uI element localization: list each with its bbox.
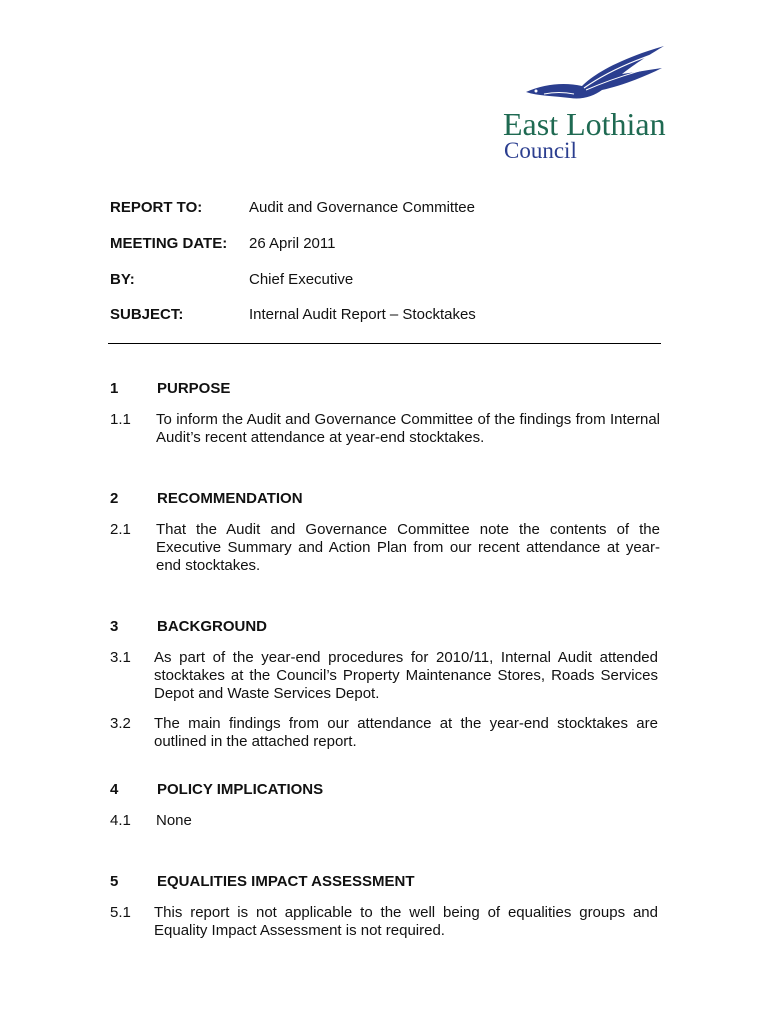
paragraph-number: 1.1	[110, 411, 131, 428]
header-key: SUBJECT:	[110, 306, 184, 323]
header-divider	[108, 343, 661, 344]
section-number: 4	[110, 781, 119, 798]
header-value: Chief Executive	[249, 271, 354, 288]
paragraph-text: None	[156, 812, 192, 829]
section-title-equalities-impact-assessment: EQUALITIES IMPACT ASSESSMENT	[157, 873, 415, 890]
section-number: 1	[110, 380, 119, 397]
header-value: Internal Audit Report – Stocktakes	[249, 306, 476, 323]
logo-text-council: Council	[504, 138, 577, 163]
paragraph-number: 3.1	[110, 649, 131, 666]
paragraph-number: 3.2	[110, 715, 131, 732]
header-key: BY:	[110, 271, 135, 288]
section-number: 3	[110, 618, 119, 635]
council-logo	[500, 44, 730, 164]
paragraph-number: 4.1	[110, 812, 131, 829]
section-title-policy-implications: POLICY IMPLICATIONS	[157, 781, 324, 798]
section-title-recommendation: RECOMMENDATION	[157, 490, 303, 507]
header-key: REPORT TO:	[110, 199, 203, 216]
header-value: 26 April 2011	[249, 235, 336, 252]
paragraph-text: That the Audit and Governance Committee note the contents of the Executive Summary and Action Plan from our recent attendance at year-end stocktakes.	[156, 521, 660, 574]
paragraph-text: To inform the Audit and Governance Committee of the findings from Internal Audit’s recent attendance at year-end stocktakes.	[156, 411, 660, 446]
paragraph-text: This report is not applicable to the well being of equalities groups and Equality Impact Assessment is not required.	[154, 904, 658, 939]
eagle-icon	[524, 44, 669, 104]
paragraph-number: 2.1	[110, 521, 131, 538]
section-title-purpose: PURPOSE	[157, 380, 231, 397]
paragraph-number: 5.1	[110, 904, 131, 921]
section-number: 5	[110, 873, 119, 890]
section-number: 2	[110, 490, 119, 507]
paragraph-text: As part of the year-end procedures for 2010/11, Internal Audit attended stocktakes at the Council’s Property Maintenance Stores, Roads Services Depot and Waste Services Depot.	[154, 649, 658, 702]
section-title-background: BACKGROUND	[157, 618, 267, 635]
header-key: MEETING DATE:	[110, 235, 228, 252]
logo-text-east-lothian: East Lothian	[503, 106, 666, 142]
paragraph-text: The main findings from our attendance at the year-end stocktakes are outlined in the attached report.	[154, 715, 658, 750]
header-value: Audit and Governance Committee	[249, 199, 475, 216]
